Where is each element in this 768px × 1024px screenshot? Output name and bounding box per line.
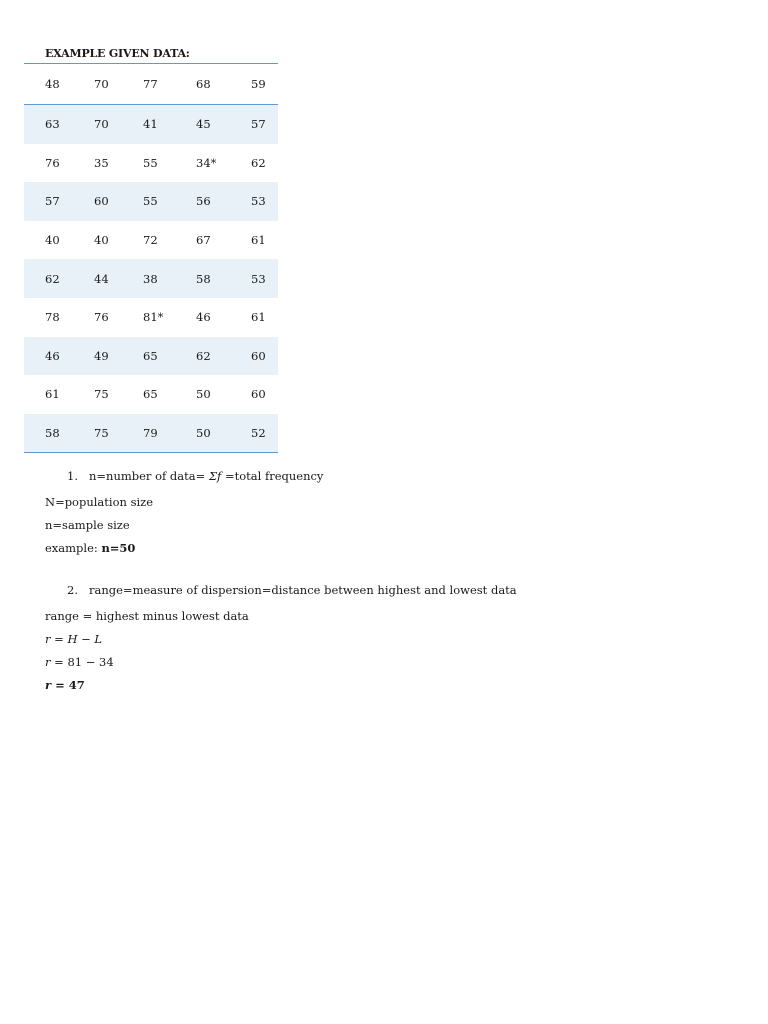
section1-body — [45, 491, 153, 560]
table-cell: 40 — [45, 233, 60, 248]
table-row — [24, 414, 278, 454]
table-cell: 60 — [94, 194, 109, 209]
sample-line: n=sample size — [45, 518, 130, 532]
table-row — [24, 182, 278, 221]
table-cell: 60 — [251, 387, 266, 402]
table-cell: 38 — [143, 271, 158, 286]
table-cell: 76 — [94, 310, 109, 325]
sigma-f-formula: Σf — [208, 469, 222, 483]
example-value: n=50 — [101, 541, 136, 555]
table-cell: 75 — [94, 387, 109, 402]
table-cell: 68 — [196, 77, 211, 91]
table-cell: 70 — [94, 117, 109, 132]
range-formula-3: r = 47 — [45, 678, 85, 692]
table-cell: 55 — [143, 155, 158, 170]
table-cell: 58 — [45, 426, 60, 441]
table-row — [24, 105, 278, 144]
table-row — [24, 298, 278, 337]
section1-text-a: n=number of data= — [89, 469, 209, 483]
table-cell: 67 — [196, 233, 211, 248]
population-line: N=population size — [45, 495, 154, 509]
table-cell: 52 — [251, 426, 266, 441]
section2-body — [45, 605, 249, 697]
table-cell: 46 — [196, 310, 211, 325]
table-cell: 61 — [251, 233, 266, 248]
table-cell: 46 — [45, 348, 60, 363]
range-formula-2: r = 81 − 34 — [45, 655, 114, 669]
range-definition: range = highest minus lowest data — [45, 609, 249, 623]
list-item-2 — [67, 583, 517, 597]
table-cell: 55 — [143, 194, 158, 209]
table-cell: 49 — [94, 348, 109, 363]
table-cell: 78 — [45, 310, 60, 325]
table-cell: 57 — [45, 194, 60, 209]
example-line — [45, 537, 153, 560]
table-cell: 50 — [196, 387, 211, 402]
table-cell: 70 — [94, 77, 109, 91]
table-cell: 53 — [251, 271, 266, 286]
table-cell: 62 — [196, 348, 211, 363]
table-cell: 61 — [251, 310, 266, 325]
section2-text: range=measure of dispersion=distance between highest and lowest data — [89, 583, 517, 597]
example-label: example: — [45, 541, 102, 555]
data-table — [24, 44, 278, 453]
table-cell: 41 — [143, 117, 158, 132]
table-row — [24, 259, 278, 298]
table-cell: 44 — [94, 271, 109, 286]
table-cell: 45 — [196, 117, 211, 132]
section1-text-b: =total frequency — [221, 469, 324, 483]
table-cell: 72 — [143, 233, 158, 248]
table-cell: 77 — [143, 77, 158, 91]
table-cell: 65 — [143, 348, 158, 363]
table-cell: 35 — [94, 155, 109, 170]
table-row — [24, 337, 278, 376]
table-cell: 61 — [45, 387, 60, 402]
table-row — [24, 221, 278, 260]
table-body — [24, 64, 278, 453]
table-cell: 75 — [94, 426, 109, 441]
table-cell: 60 — [251, 348, 266, 363]
table-cell: 34* — [196, 155, 217, 170]
table-row — [24, 64, 278, 105]
list-number: 1. — [67, 469, 78, 483]
list-number: 2. — [67, 583, 78, 597]
range-formula-1: r = H − L — [45, 632, 103, 646]
table-heading: EXAMPLE GIVEN DATA: — [24, 44, 278, 64]
table-cell: 76 — [45, 155, 60, 170]
table-cell: 53 — [251, 194, 266, 209]
table-cell: 56 — [196, 194, 211, 209]
table-cell: 79 — [143, 426, 158, 441]
table-cell: 48 — [45, 77, 60, 91]
table-cell: 63 — [45, 117, 60, 132]
table-cell: 62 — [45, 271, 60, 286]
table-cell: 50 — [196, 426, 211, 441]
table-cell: 65 — [143, 387, 158, 402]
list-item-1 — [67, 469, 323, 483]
table-cell: 62 — [251, 155, 266, 170]
table-cell: 81* — [143, 310, 164, 325]
table-cell: 58 — [196, 271, 211, 286]
table-cell: 57 — [251, 117, 266, 132]
table-cell: 59 — [251, 77, 266, 91]
table-row — [24, 144, 278, 183]
table-cell: 40 — [94, 233, 109, 248]
table-row — [24, 375, 278, 414]
